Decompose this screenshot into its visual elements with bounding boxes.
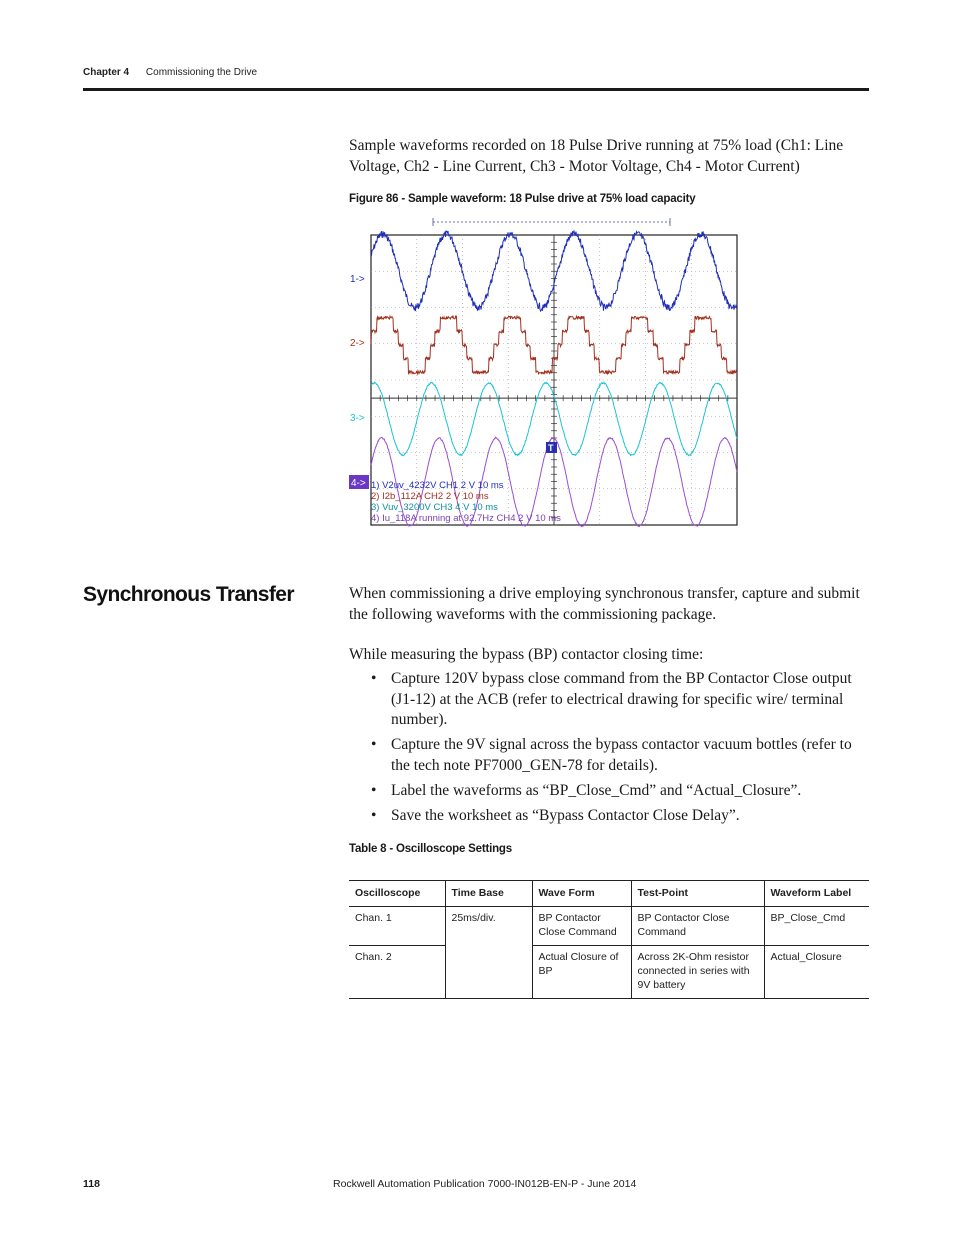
list-item: • Capture the 9V signal across the bypass contactor vacuum bottles (refer to the tech note PF7000_GEN-78 for details). (371, 735, 871, 776)
table-cell: BP_Close_Cmd (764, 907, 869, 946)
timebase-marker (433, 218, 670, 226)
table-cell: Across 2K-Ohm resistor connected in series with 9V battery (631, 946, 764, 999)
column-header: Waveform Label (764, 881, 869, 907)
table-cell: BP Contactor Close Command (532, 907, 631, 946)
readout-ch4: 4) Iu_118A running at 92.7Hz CH4 2 V 10 ms (371, 513, 561, 524)
readout-ch2: 2) I2b_112A CH2 2 V 10 ms (371, 491, 489, 502)
publication-info: Rockwell Automation Publication 7000-IN012B-EN-P - June 2014 (333, 1178, 637, 1190)
column-header: Test-Point (631, 881, 764, 907)
table-cell: BP Contactor Close Command (631, 907, 764, 946)
figure-caption: Figure 86 - Sample waveform: 18 Pulse drive at 75% load capacity (349, 193, 696, 205)
column-header: Wave Form (532, 881, 631, 907)
table-cell: Chan. 1 (349, 907, 445, 946)
trigger-marker: T (548, 443, 554, 453)
list-item: • Label the waveforms as “BP_Close_Cmd” and “Actual_Closure”. (371, 781, 871, 802)
oscilloscope-settings-table (349, 880, 869, 999)
bullet-list (371, 669, 871, 831)
table-caption: Table 8 - Oscilloscope Settings (349, 843, 512, 855)
table-cell: Actual Closure of BP (532, 946, 631, 999)
table-cell: Chan. 2 (349, 946, 445, 999)
column-header: Time Base (445, 881, 532, 907)
intro-paragraph: Sample waveforms recorded on 18 Pulse Drive running at 75% load (Ch1: Line Voltage, Ch2 - Line Current, Ch3 - Motor Voltage, Ch4 - Motor Current) (349, 137, 844, 175)
list-item: • Capture 120V bypass close command from the BP Contactor Close output (J1-12) at the ACB (refer to electrical drawing for specific wire/ terminal number). (371, 669, 871, 731)
column-header: Oscilloscope (349, 881, 445, 907)
channel-3-marker: 3-> (350, 413, 365, 424)
channel-1-marker: 1-> (350, 274, 365, 285)
page-number: 118 (83, 1178, 100, 1190)
section-paragraph-1: When commissioning a drive employing synchronous transfer, capture and submit the following waveforms with the commissioning package. (349, 585, 860, 623)
list-item: • Save the worksheet as “Bypass Contactor Close Delay”. (371, 806, 871, 827)
table-header-row (349, 881, 869, 907)
running-header (83, 67, 257, 78)
table-cell: 25ms/div. (445, 907, 532, 999)
oscilloscope-waveform-figure (347, 214, 742, 532)
header-rule (83, 88, 869, 91)
channel-2-marker: 2-> (350, 338, 365, 349)
chapter-label: Chapter 4 (83, 67, 130, 78)
section-paragraph-2: While measuring the bypass (BP) contactor closing time: (349, 646, 704, 663)
section-title: Synchronous Transfer (83, 583, 294, 606)
readout-ch3: 3) Vuv_3200V CH3 4 V 10 ms (371, 502, 498, 513)
chapter-title: Commissioning the Drive (145, 67, 258, 78)
readout-ch1: 1) V2uv_4232V CH1 2 V 10 ms (371, 480, 504, 491)
table-cell: Actual_Closure (764, 946, 869, 999)
table-row (349, 946, 869, 999)
table-row (349, 907, 869, 946)
channel-4-marker: 4-> (351, 478, 366, 489)
